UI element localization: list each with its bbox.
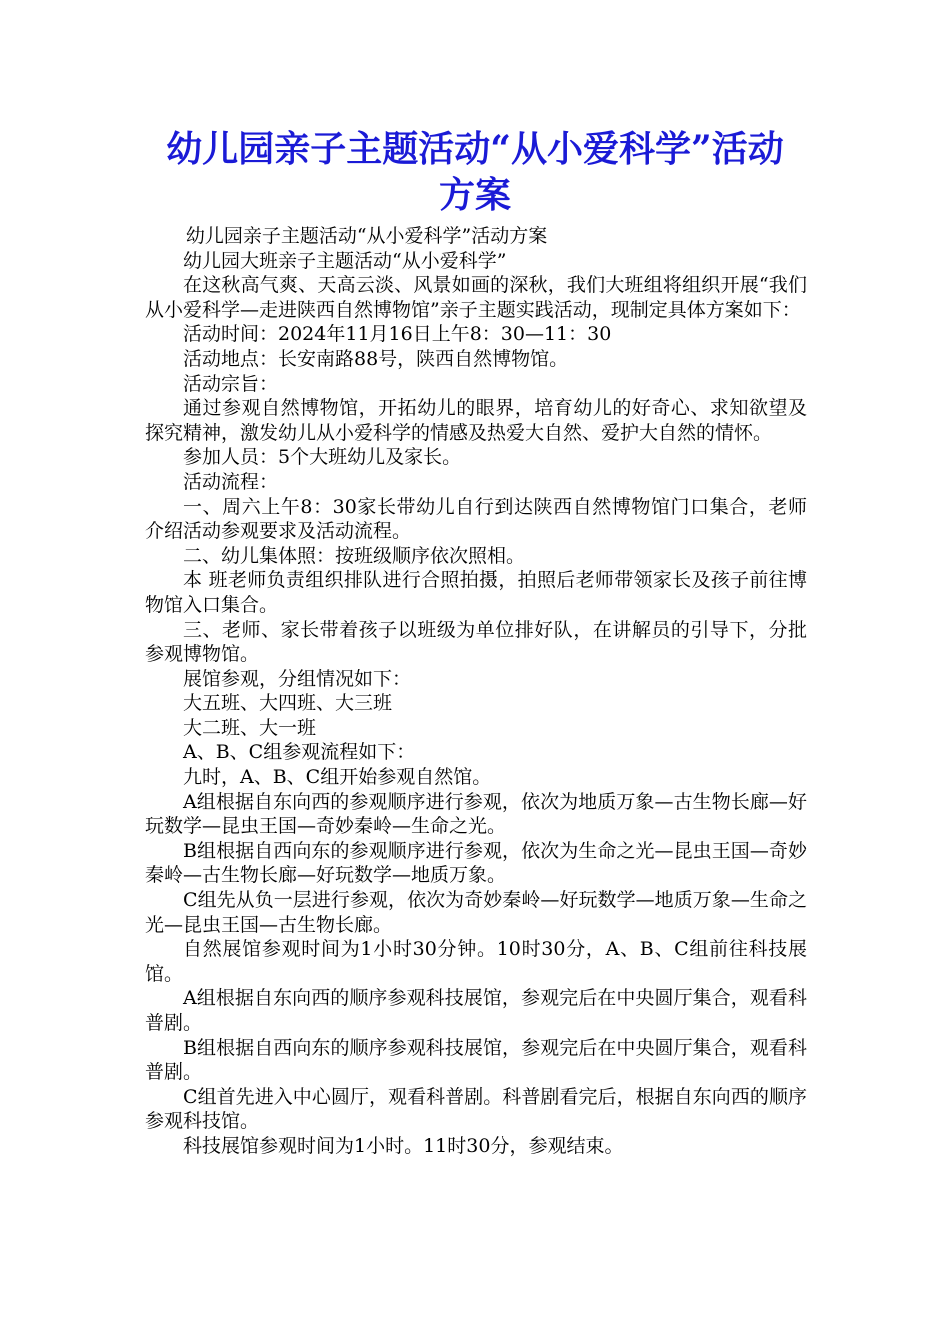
paragraph: B组根据自西向东的参观顺序进行参观，依次为生命之光—昆虫王国—奇妙秦岭—古生物长廊—好玩数学—地质万象。 [145, 839, 807, 887]
paragraph: C组首先进入中心圆厅，观看科普剧。科普剧看完后，根据自东向西的顺序参观科技馆。 [145, 1085, 807, 1133]
paragraph: 幼儿园亲子主题活动“从小爱科学”活动方案 [185, 225, 548, 247]
paragraph: B组根据自西向东的顺序参观科技展馆，参观完后在中央圆厅集合，观看科普剧。 [145, 1036, 807, 1084]
paragraph: 活动流程： [183, 470, 279, 493]
paragraph: 九时，A、B、C组开始参观自然馆。 [183, 766, 492, 789]
document-body [145, 224, 807, 1159]
paragraph: 一、周六上午8：30家长带幼儿自行到达陕西自然博物馆门口集合，老师介绍活动参观要求及活动流程。 [145, 495, 807, 543]
paragraph: C组先从负一层进行参观，依次为奇妙秦岭—好玩数学—地质万象—生命之光—昆虫王国—古生物长廊。 [145, 889, 807, 936]
paragraph: 大五班、大四班、大三班 [183, 692, 393, 715]
paragraph: 三、老师、家长带着孩子以班级为单位排好队，在讲解员的引导下，分批参观博物馆。 [145, 618, 807, 666]
paragraph: 科技展馆参观时间为1小时。11时30分，参观结束。 [183, 1134, 624, 1157]
paragraph: A、B、C组参观流程如下： [183, 741, 416, 764]
paragraph: 在这秋高气爽、天高云淡、风景如画的深秋，我们大班组将组织开展“我们从小爱科学—走进陕西自然博物馆”亲子主题实践活动，现制定具体方案如下： [145, 274, 807, 321]
document-title: 幼儿园亲子主题活动“从小爱科学”活动方案 [166, 128, 784, 216]
paragraph: 二、幼儿集体照：按班级顺序依次照相。 [183, 544, 526, 567]
paragraph: 参加人员：5个大班幼儿及家长。 [183, 446, 462, 469]
paragraph: 活动宗旨： [183, 372, 279, 395]
paragraph: 大二班、大一班 [183, 716, 317, 739]
paragraph: 活动地点：长安南路88号，陕西自然博物馆。 [183, 347, 569, 370]
paragraph: 本 班老师负责组织排队进行合照拍摄，拍照后老师带领家长及孩子前往博物馆入口集合。 [145, 569, 807, 616]
paragraph: 自然展馆参观时间为1小时30分钟。10时30分，A、B、C组前往科技展馆。 [145, 938, 807, 985]
paragraph: 幼儿园大班亲子主题活动“从小爱科学” [183, 249, 507, 272]
paragraph: A组根据自东向西的参观顺序进行参观，依次为地质万象—古生物长廊—好玩数学—昆虫王国—奇妙秦岭—生命之光。 [145, 790, 807, 838]
paragraph: 通过参观自然博物馆，开拓幼儿的眼界，培育幼儿的好奇心、求知欲望及探究精神，激发幼儿从小爱科学的情感及热爱大自然、爱护大自然的情怀。 [145, 397, 807, 444]
paragraph: A组根据自东向西的顺序参观科技展馆，参观完后在中央圆厅集合，观看科普剧。 [145, 987, 807, 1034]
paragraph: 展馆参观，分组情况如下： [183, 667, 412, 690]
paragraph: 活动时间：2024年11月16日上午8：30—11：30 [183, 323, 612, 346]
